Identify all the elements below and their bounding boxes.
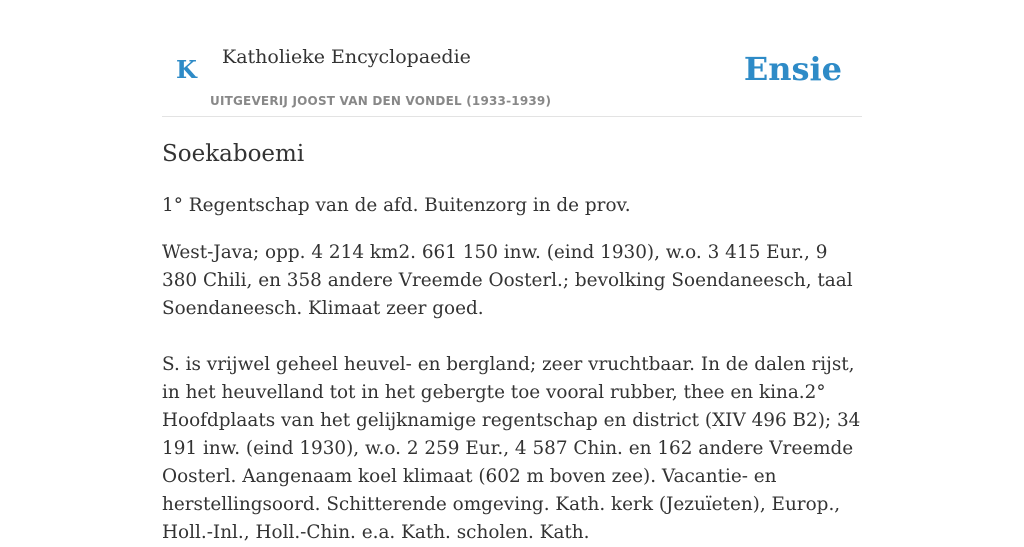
article-paragraph-1: 1° Regentschap van de afd. Buitenzorg in de prov. — [162, 195, 631, 216]
article-paragraph-2: West-Java; opp. 4 214 km2. 661 150 inw. (eind 1930), w.o. 3 415 Eur., 9 380 Chili, en 358 andere Vreemde Oosterl.; bevolking Soendaneesch, taal Soendaneesch. Klimaat zeer goed. — [162, 242, 853, 319]
article-paragraph-3: S. is vrijwel geheel heuvel- en bergland; zeer vruchtbaar. In de dalen rijst, in het heuvelland tot in het gebergte toe vooral rubber, thee en kina.2° Hoofdplaats van het gelijknamige regentschap en district (XIV 496 B2); 34 191 inw. (eind 1930), w.o. 2 259 Eur., 4 587 Chin. en 162 andere Vreemde Oosterl. Aangenaam koel klimaat (602 m boven zee). Vacantie- en herstellingsoord. Schitterende omgeving. Kath. kerk (Jezuïeten), Europ., Holl.-Inl., Holl.-Chin. e.a. Kath. scholen. Kath. — [162, 354, 861, 543]
encyclopedia-logo[interactable]: K — [176, 55, 197, 84]
article — [162, 138, 862, 547]
article-title: Soekaboemi — [162, 141, 305, 167]
site-header — [162, 0, 862, 117]
publisher-subtitle: UITGEVERIJ JOOST VAN DEN VONDEL (1933-1939) — [210, 94, 552, 108]
encyclopedia-title-link[interactable]: Katholieke Encyclopaedie — [222, 46, 471, 68]
ensie-brand-link[interactable]: Ensie — [743, 50, 842, 88]
